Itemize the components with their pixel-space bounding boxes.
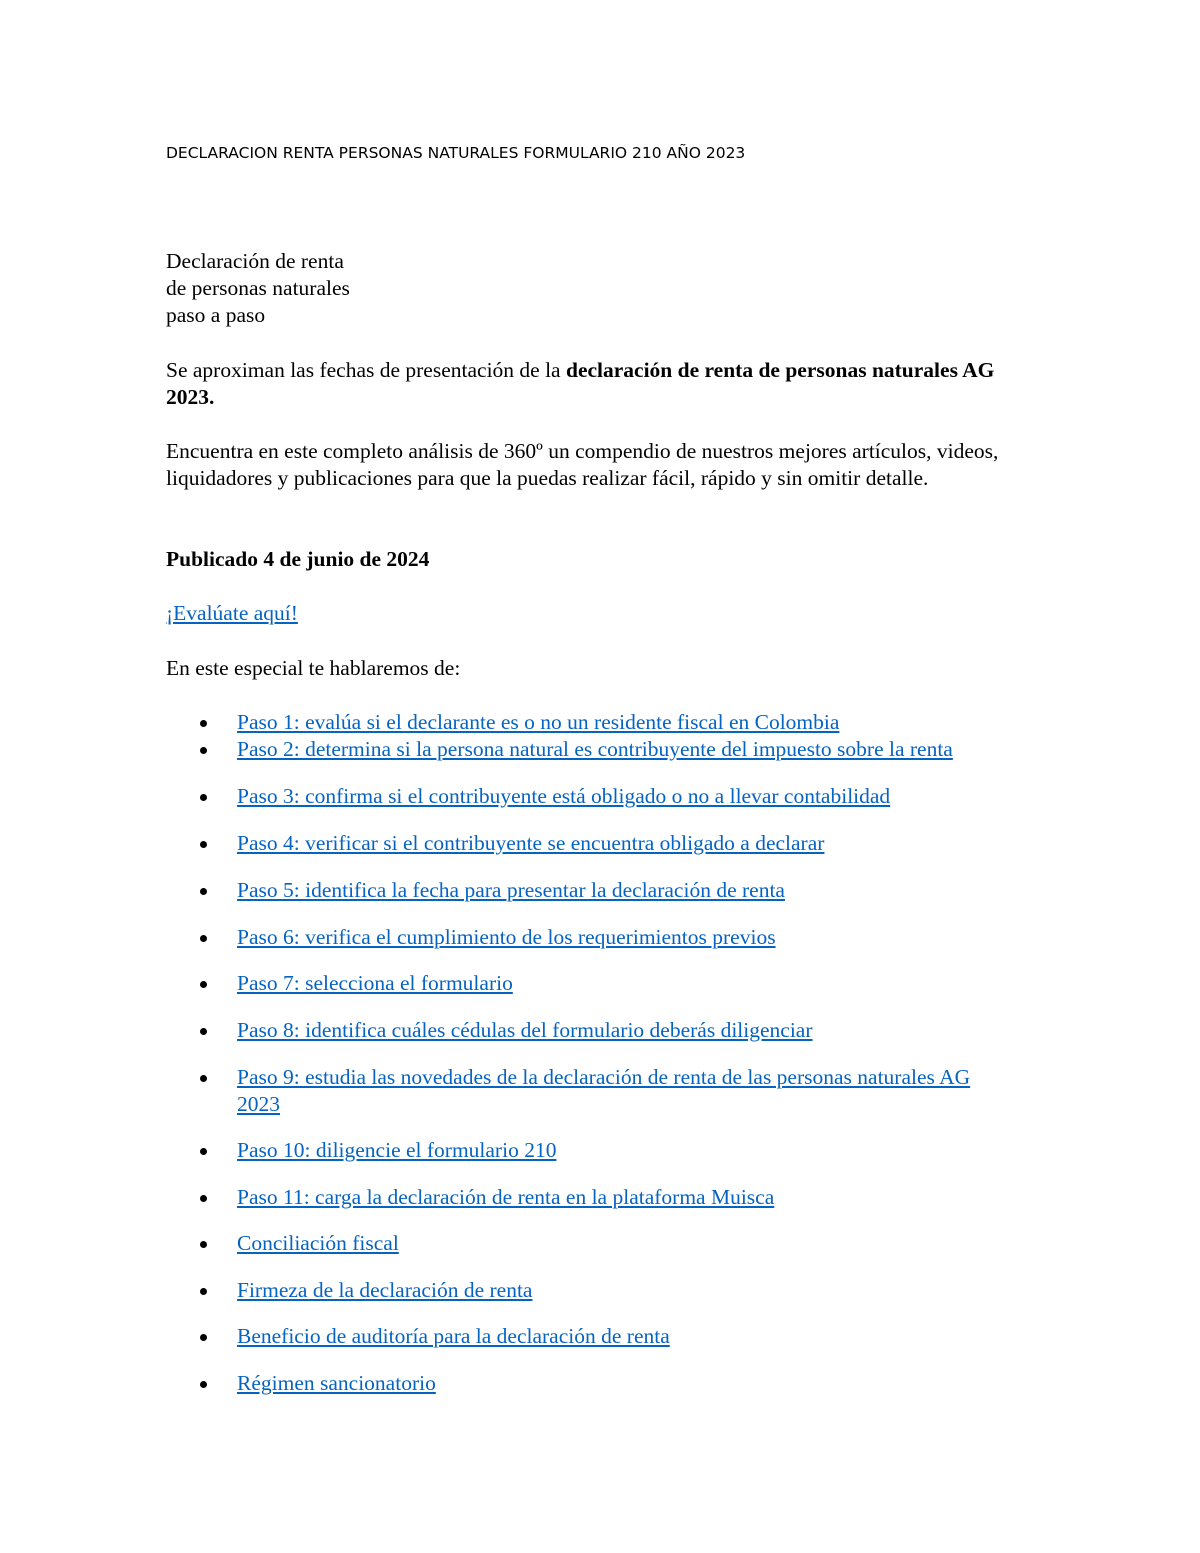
toc-link-paso-3[interactable]: Paso 3: confirma si el contribuyente está obligado o no a llevar contabilidad	[237, 784, 891, 808]
bullet-icon	[200, 794, 207, 801]
description-paragraph: Encuentra en este completo análisis de 360º un compendio de nuestros mejores artículos, videos, liquidadores y publicaciones para que la puedas realizar fácil, rápido y sin omitir detalle.	[166, 439, 999, 490]
bullet-icon	[200, 747, 207, 754]
published-date: Publicado 4 de junio de 2024	[166, 547, 430, 571]
intro-text: Se aproximan las fechas de presentación de la	[166, 358, 566, 382]
bullet-icon	[200, 1028, 207, 1035]
bullet-icon	[200, 1148, 207, 1155]
toc-link-paso-8[interactable]: Paso 8: identifica cuáles cédulas del formulario deberás diligenciar	[237, 1018, 813, 1042]
toc-link-paso-2[interactable]: Paso 2: determina si la persona natural es contribuyente del impuesto sobre la renta	[237, 737, 953, 761]
intro-paragraph	[166, 357, 1006, 411]
heading-line: Declaración de renta	[166, 249, 344, 273]
toc-link-firmeza[interactable]: Firmeza de la declaración de renta	[237, 1278, 533, 1302]
intro-heading	[166, 248, 350, 329]
toc-link-regimen[interactable]: Régimen sancionatorio	[237, 1371, 436, 1395]
toc-link-conciliacion[interactable]: Conciliación fiscal	[237, 1231, 399, 1255]
toc-link-paso-7[interactable]: Paso 7: selecciona el formulario	[237, 971, 513, 995]
bullet-icon	[200, 981, 207, 988]
bullet-icon	[200, 1195, 207, 1202]
intro-bold-text: declaración de renta de personas naturales AG 2023.	[166, 358, 995, 409]
bullet-icon	[200, 1288, 207, 1295]
toc-link-paso-1[interactable]: Paso 1: evalúa si el declarante es o no un residente fiscal en Colombia	[237, 710, 840, 734]
toc-link-paso-9[interactable]: Paso 9: estudia las novedades de la declaración de renta de las personas naturales AG 2023	[237, 1065, 971, 1116]
heading-line: de personas naturales	[166, 276, 350, 300]
bullet-icon	[200, 935, 207, 942]
toc-link-paso-11[interactable]: Paso 11: carga la declaración de renta en la plataforma Muisca	[237, 1185, 775, 1209]
toc-link-paso-10[interactable]: Paso 10: diligencie el formulario 210	[237, 1138, 557, 1162]
bullet-icon	[200, 888, 207, 895]
bullet-icon	[200, 1241, 207, 1248]
heading-line: paso a paso	[166, 303, 266, 327]
document-title: DECLARACION RENTA PERSONAS NATURALES FORMULARIO 210 AÑO 2023	[166, 144, 746, 162]
bullet-icon	[200, 1381, 207, 1388]
bullet-icon	[200, 1075, 207, 1082]
list-intro: En este especial te hablaremos de:	[166, 656, 461, 680]
toc-link-paso-4[interactable]: Paso 4: verificar si el contribuyente se encuentra obligado a declarar	[237, 831, 825, 855]
bullet-icon	[200, 1334, 207, 1341]
toc-link-beneficio[interactable]: Beneficio de auditoría para la declaración de renta	[237, 1324, 670, 1348]
bullet-icon	[200, 841, 207, 848]
evaluate-link[interactable]: ¡Evalúate aquí!	[166, 601, 298, 625]
bullet-icon	[200, 720, 207, 727]
toc-link-paso-6[interactable]: Paso 6: verifica el cumplimiento de los requerimientos previos	[237, 925, 776, 949]
toc-link-paso-5[interactable]: Paso 5: identifica la fecha para presentar la declaración de renta	[237, 878, 785, 902]
